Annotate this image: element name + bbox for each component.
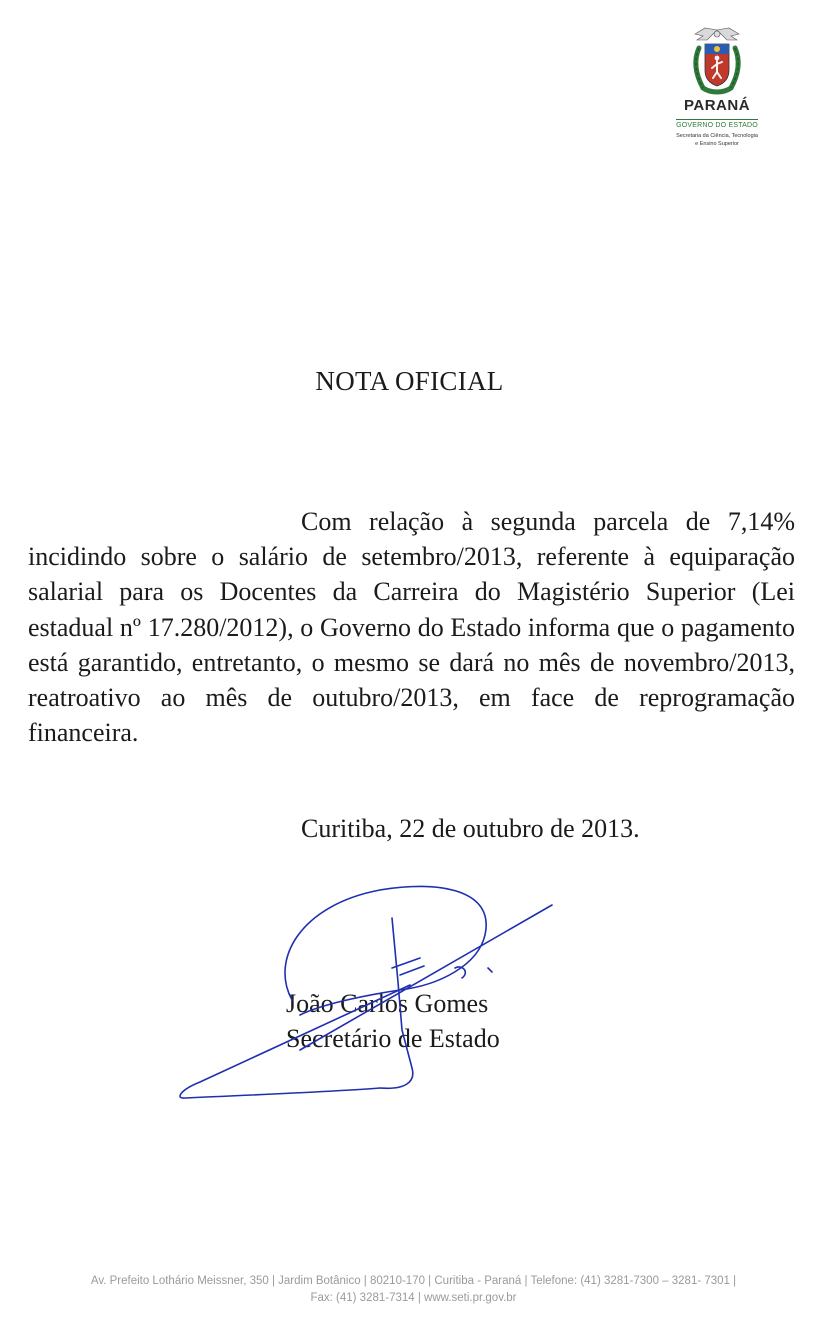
signer-role: Secretário de Estado <box>286 1024 500 1053</box>
date-line: Curitiba, 22 de outubro de 2013. <box>301 814 640 843</box>
document-body: Com relação à segunda parcela de 7,14% incidindo sobre o salário de setembro/2013, referente à equiparação salarial para os Docentes da Carreira do Magistério Superior (Lei estadual nº 17.280/2012), o Governo do Estado informa que o pagamento está garantido, entretanto, o mesmo se dará no mês de novembro/2013, reatroativo ao mês de outubro/2013, em face de reprogramação financeira. <box>28 507 795 748</box>
letterhead-state-name: PARANÁ <box>683 97 751 114</box>
parana-coat-of-arms-icon <box>685 26 749 96</box>
footer-contact: Fax: (41) 3281-7314 | www.seti.pr.gov.br <box>310 1292 517 1304</box>
document-title <box>0 366 827 397</box>
footer <box>0 1273 827 1307</box>
letterhead-secretaria-line1: Secretaria da Ciência, Tecnologia <box>676 133 758 139</box>
letterhead-secretaria-line2: e Ensino Superior <box>695 141 739 147</box>
letterhead-government: GOVERNO DO ESTADO <box>676 119 758 130</box>
letterhead <box>662 26 772 148</box>
signer-name: João Carlos Gomes <box>286 989 489 1018</box>
footer-address: Av. Prefeito Lothário Meissner, 350 | Jardim Botânico | 80210-170 | Curitiba - Paraná | Telefone: (41) 3281-7300 – 3281- 7301 | <box>90 1275 737 1287</box>
document-title-text: NOTA OFICIAL <box>315 366 504 396</box>
